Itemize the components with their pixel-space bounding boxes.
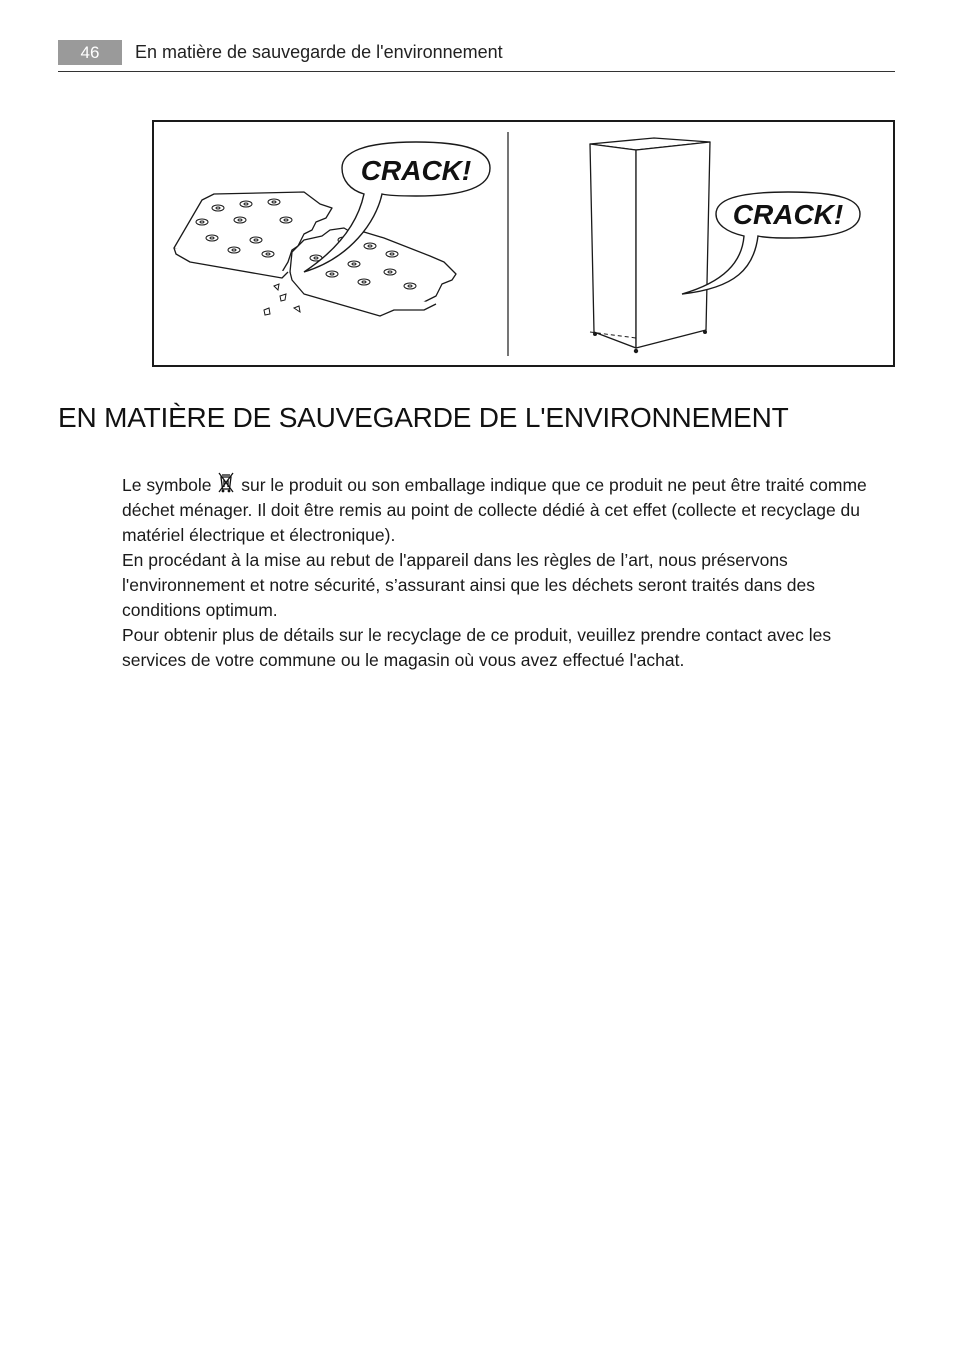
- crack-label-right: CRACK!: [732, 199, 844, 230]
- paragraph-disposal: En procédant à la mise au rebut de l'appareil dans les règles de l’art, nous préservons l'environnement et notre sécurité, s’assurant ainsi que les déchets seront traités dans des conditions optimum.: [122, 550, 816, 620]
- paragraph-weee: [122, 472, 892, 548]
- paragraph-weee-end: sur le produit ou son emballage indique que ce produit ne peut être traité comme déchet ménager. Il doit être remis au point de collecte dédié à cet effet (collecte et recyclage du matériel électrique et électronique).: [122, 475, 867, 545]
- illustration-frame: [152, 120, 895, 367]
- refrigerator-illustration: [590, 138, 710, 348]
- illustration: [154, 122, 893, 365]
- debris-fragments: [264, 284, 300, 315]
- section-body: [122, 472, 892, 673]
- paragraph-contact: Pour obtenir plus de détails sur le recyclage de ce produit, veuillez prendre contact avec les services de votre commune ou le magasin où vous avez effectué l'achat.: [122, 625, 832, 670]
- section-title: EN MATIÈRE DE SAUVEGARDE DE L'ENVIRONNEMENT: [58, 402, 789, 433]
- crossed-out-wheelie-bin-icon: [218, 472, 234, 494]
- paragraph-weee-start: Le symbole: [122, 475, 212, 495]
- crack-label-left: CRACK!: [360, 155, 472, 186]
- page-number: 46: [58, 40, 122, 65]
- running-title: En matière de sauvegarde de l'environnement: [135, 42, 503, 62]
- page-header: [58, 40, 895, 72]
